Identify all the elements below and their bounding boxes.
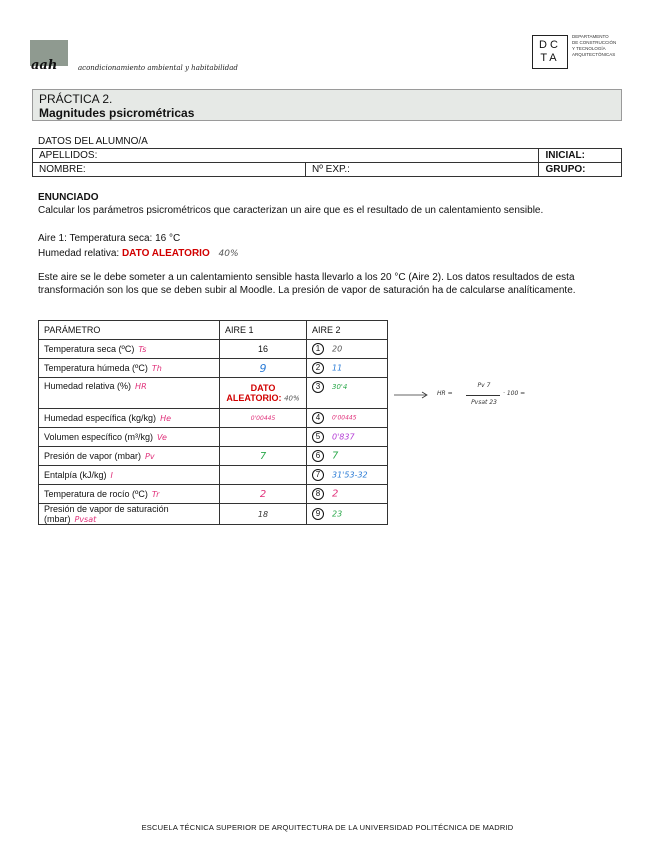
- row-number: 2: [312, 362, 324, 374]
- aire2-value: 0'837: [332, 432, 355, 442]
- table-row: Entalpía (kJ/kg) I 7 31'53-32: [39, 466, 388, 485]
- aire1-value[interactable]: [220, 428, 307, 447]
- symbol: He: [160, 414, 171, 423]
- enunciado-text: Calcular los parámetros psicrométricos que caracterizan un aire que es el resultado de un calentamiento sensible.: [38, 205, 544, 216]
- header-aire2: AIRE 2: [307, 321, 388, 340]
- row-number: 4: [312, 412, 324, 424]
- symbol: Ve: [157, 433, 167, 442]
- practice-number: PRÁCTICA 2.: [39, 92, 113, 106]
- aire2-value: 23: [332, 509, 343, 519]
- aire1-value[interactable]: 16: [220, 340, 307, 359]
- symbol: Th: [151, 364, 162, 373]
- row-number: 7: [312, 469, 324, 481]
- nombre-field[interactable]: NOMBRE:: [33, 163, 306, 177]
- table-row: Presión de vapor (mbar) Pv 7 6 7: [39, 447, 388, 466]
- aire1-value[interactable]: [220, 466, 307, 485]
- row-number: 1: [312, 343, 324, 355]
- row-number: 6: [312, 450, 324, 462]
- hr-line: [38, 247, 239, 261]
- aire1-value[interactable]: 2: [220, 485, 307, 504]
- formula-rhs: · 100 =: [503, 390, 526, 397]
- symbol: Pvsat: [74, 515, 97, 524]
- symbol: I: [110, 471, 113, 480]
- header-parametro: PARÁMETRO: [39, 321, 220, 340]
- table-row: Temperatura seca (ºC) Ts 16 1 20: [39, 340, 388, 359]
- row-number: 5: [312, 431, 324, 443]
- table-header-row: [39, 321, 388, 340]
- aire1-random-label: DATO ALEATORIO:: [226, 382, 282, 403]
- symbol: Tr: [151, 490, 160, 499]
- logo-mark: aah: [31, 58, 58, 73]
- table-row: Humedad específica (kg/kg) He 0'00445 4 0'00445: [39, 409, 388, 428]
- hr-random-label: DATO ALEATORIO: [121, 248, 210, 259]
- table-row: Humedad relativa (%) HR DATO ALEATORIO: 40% 3 30'4: [39, 378, 388, 409]
- aire1-value[interactable]: 18: [220, 504, 307, 525]
- apellidos-field[interactable]: APELLIDOS:: [33, 149, 539, 163]
- hr-label: Humedad relativa:: [38, 248, 122, 259]
- aire2-value: 20: [332, 344, 343, 354]
- student-data-label: DATOS DEL ALUMNO/A: [38, 136, 148, 147]
- row-number: 3: [312, 381, 324, 393]
- aire1-value[interactable]: 0'00445: [220, 409, 307, 428]
- aire2-value: 11: [332, 363, 343, 373]
- row-number: 8: [312, 488, 324, 500]
- parameters-table: [38, 320, 388, 525]
- practice-title: Magnitudes psicrométricas: [39, 106, 195, 120]
- table-row: Presión de vapor de saturación (mbar) Pvsat 18 9 23: [39, 504, 388, 525]
- enunciado-para2: Este aire se le debe someter a un calentamiento sensible hasta llevarlo a los 20 °C (Aire 2). Los datos resultados de esta transformación son los que se deben subir al Moodle. La presión de vapor de saturación ha de calcularse analíticamente.: [38, 272, 576, 296]
- inicial-field[interactable]: INICIAL:: [539, 149, 622, 163]
- aire2-value: 30'4: [332, 383, 348, 391]
- table-row: Temperatura de rocío (ºC) Tr 2 8 2: [39, 485, 388, 504]
- aire2-value: 7: [332, 450, 339, 462]
- aire1-value: 40%: [284, 394, 300, 403]
- dept-name: DEPARTAMENTO DE CONSTRUCCIÓN Y TECNOLOGÍA ARQUITECTÓNICAS: [572, 34, 617, 57]
- enunciado-heading: ENUNCIADO: [38, 192, 99, 203]
- header-aire1: AIRE 1: [220, 321, 307, 340]
- symbol: HR: [135, 382, 147, 391]
- row-number: 9: [312, 508, 324, 520]
- title-box: [32, 89, 622, 121]
- aire1-line: Aire 1: Temperatura seca: 16 °C: [38, 233, 181, 244]
- formula-lhs: HR =: [437, 390, 453, 397]
- aire1-value[interactable]: 7: [220, 447, 307, 466]
- formula-denominator: Pvsat 23: [471, 399, 497, 406]
- footer: ESCUELA TÉCNICA SUPERIOR DE ARQUITECTURA DE LA UNIVERSIDAD POLITÉCNICA DE MADRID: [141, 823, 514, 832]
- symbol: Ts: [138, 345, 147, 354]
- student-data-table: [32, 148, 622, 177]
- dept-logo: [532, 35, 568, 69]
- aire2-value: 31'53-32: [332, 470, 368, 480]
- logo-subtitle: acondicionamiento ambiental y habitabilidad: [78, 64, 238, 72]
- hr-handwritten: 40%: [218, 249, 239, 259]
- fraction-line: [466, 395, 500, 396]
- table-row: Temperatura húmeda (ºC) Th 9 2 11: [39, 359, 388, 378]
- formula-numerator: Pv 7: [477, 382, 491, 389]
- grupo-field[interactable]: GRUPO:: [539, 163, 622, 177]
- aire1-value[interactable]: 9: [220, 359, 307, 378]
- aire2-value: 2: [332, 488, 339, 500]
- dept-mark: DCTA: [539, 39, 561, 64]
- table-row: Volumen específico (m³/kg) Ve 5 0'837: [39, 428, 388, 447]
- symbol: Pv: [145, 452, 155, 461]
- aire2-value: 0'00445: [332, 414, 357, 422]
- arrow-icon: [392, 385, 432, 401]
- nexp-field[interactable]: Nº EXP.:: [306, 163, 539, 177]
